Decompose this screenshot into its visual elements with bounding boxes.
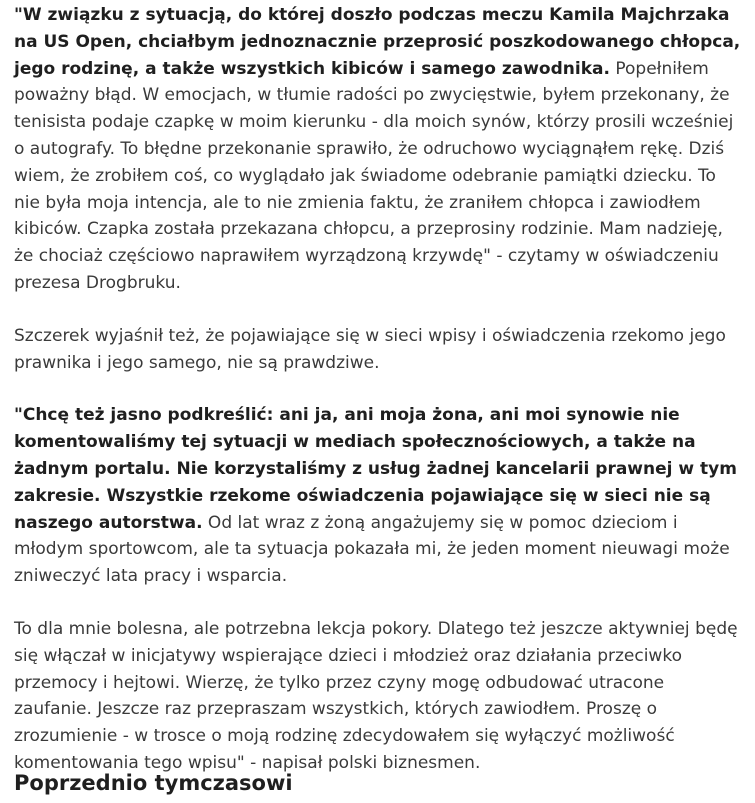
paragraph-text-1: Popełniłem poważny błąd. W emocjach, w tłumie radości po zwycięstwie, byłem przekonany, że tenisista podaje czapkę w moim kierunku - dla moich synów, którzy prosili wcześniej o autografy. To błędne przekonanie sprawiło, że odruchowo wyciągnąłem rękę. Dziś wiem, że zrobiłem coś, co wyglądało jak świadome odebranie pamiątki dziecku. To nie była moja intencja, ale to nie zmienia faktu, że zraniłem chłopca i zawiodłem kibiców. Czapka została przekazana chłopcu, a przeprosiny rodzinie. Mam nadzieję, że chociaż częściowo naprawiłem wyrządzoną krzywdę" - czytamy w oświadczeniu prezesa Drogbruku. (14, 58, 734, 293)
bold-quote-1: "W związku z sytuacją, do której doszło podczas meczu Kamila Majchrzaka na US Open, chciałbym jednoznacznie przeprosić poszkodowanego chłopca, jego rodzinę, a także wszystkich kibiców i samego zawodnika. (14, 5, 741, 79)
bold-quote-2: "Chcę też jasno podkreślić: ani ja, ani moja żona, ani moi synowie nie komentowaliśmy tej sytuacji w mediach społecznościowych, a także na żadnym portalu. Nie korzystaliśmy z usług żadnej kancelarii prawnej w tym zakresie. Wszystkie rzekome oświadczenia pojawiające się w sieci nie są naszego autorstwa. (14, 405, 737, 533)
paragraph-statement-2 (14, 402, 744, 590)
section-heading: Poprzednio tymczasowi (14, 771, 293, 795)
article-body (14, 2, 744, 803)
paragraph-statement-1 (14, 2, 744, 297)
paragraph-statement-3: To dla mnie bolesna, ale potrzebna lekcja pokory. Dlatego też jeszcze aktywniej będę się włączał w inicjatywy wspierające dzieci i młodzież oraz działania przeciwko przemocy i hejtowi. Wierzę, że tylko przez czyny mogę odbudować utracone zaufanie. Jeszcze raz przepraszam wszystkich, których zawiodłem. Proszę o zrozumienie - w trosce o moją rodzinę zdecydowałem się wyłączyć możliwość komentowania tego wpisu" - napisał polski biznesmen. (14, 618, 738, 773)
paragraph-explanation: Szczerek wyjaśnił też, że pojawiające się w sieci wpisy i oświadczenia rzekomo jego prawnika i jego samego, nie są prawdziwe. (14, 325, 726, 373)
paragraph-text-2: Od lat wraz z żoną angażujemy się w pomoc dzieciom i młodym sportowcom, ale ta sytuacja pokazała mi, że jeden moment nieuwagi może zniweczyć lata pracy i wsparcia. (14, 512, 730, 587)
